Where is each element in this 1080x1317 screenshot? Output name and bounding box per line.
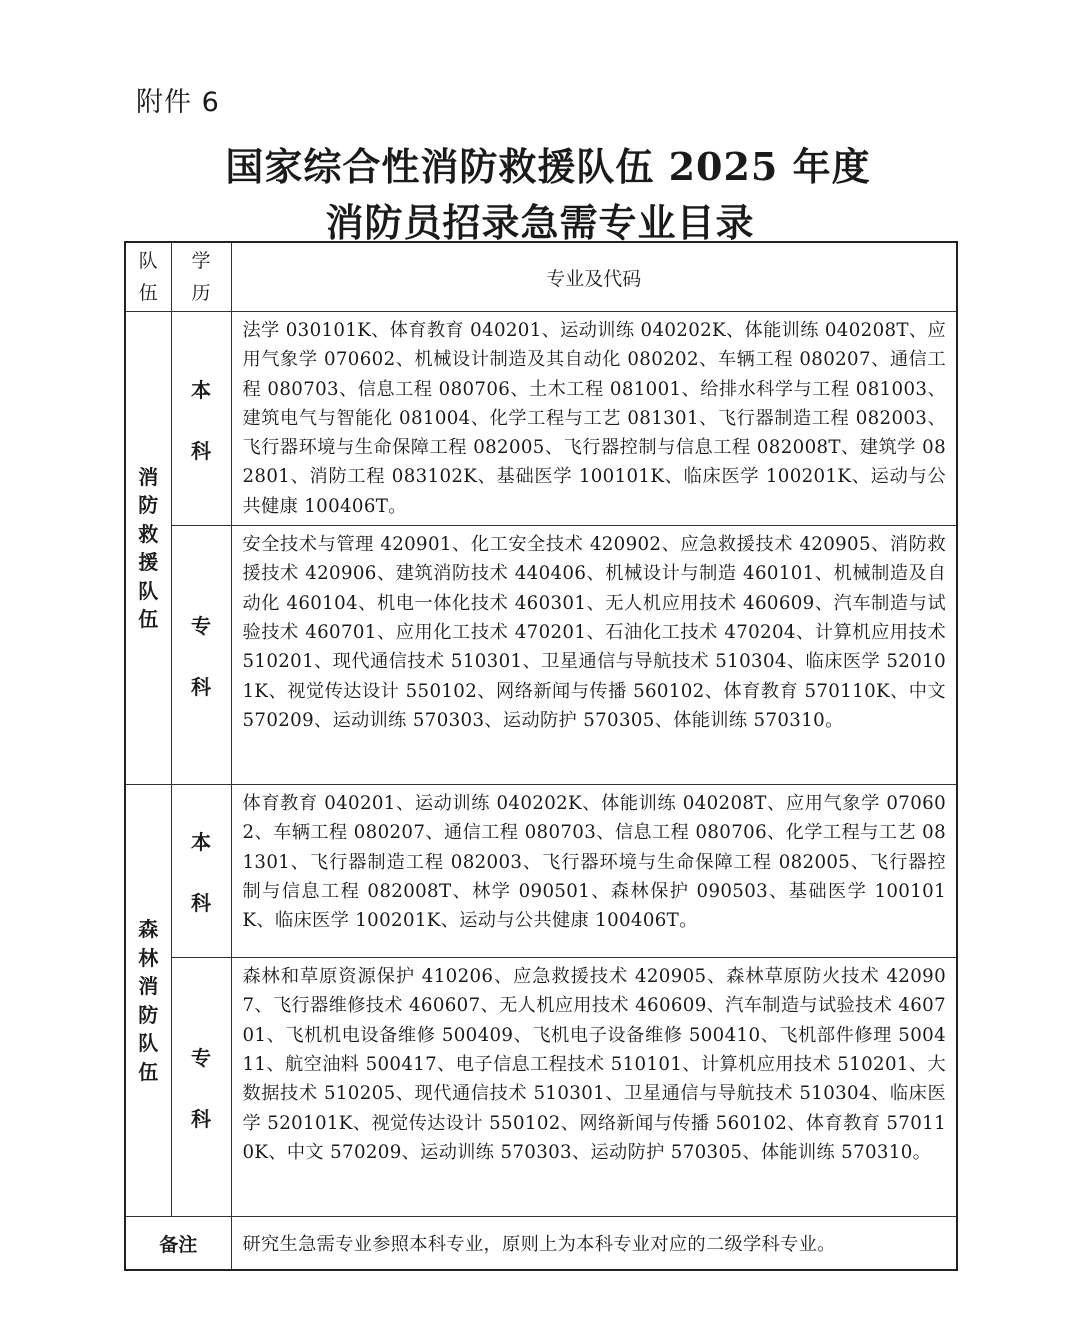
education-cell-vocational	[171, 958, 231, 1217]
education-cell-vocational	[171, 526, 231, 785]
education-char: 本	[191, 377, 211, 402]
team-cell-fire-rescue	[125, 312, 171, 785]
education-char: 专	[191, 1046, 211, 1071]
team-char: 消	[138, 464, 159, 489]
team-char: 队	[138, 1031, 159, 1056]
team-char: 伍	[138, 607, 159, 632]
education-char: 本	[191, 830, 211, 855]
education-char-gap	[172, 855, 231, 887]
header-majors: 专业及代码	[231, 242, 957, 312]
team-char: 援	[138, 550, 159, 575]
majors-cell: 安全技术与管理 420901、化工安全技术 420902、应急救援技术 420905、消防救援技术 420906、建筑消防技术 440406、机械设计与制造 460101、机械制造及自动化 460104、机电一体化技术 460301、无人机应用技术 460609、汽车制造与试验技术 460701、应用化工技术 470201、石油化工技术 470204、计算机应用技术 510201、现代通信技术 510301、卫星通信与导航技术 510304、临床医学 520101K、视觉传达设计 550102、网络新闻与传播 560102、体育教育 570110K、中文 570209、运动训练 570303、运动防护 570305、体能训练 570310。	[231, 526, 957, 785]
team-char: 防	[138, 493, 159, 518]
majors-cell: 法学 030101K、体育教育 040201、运动训练 040202K、体能训练 040208T、应用气象学 070602、机械设计制造及其自动化 080202、车辆工程 080207、通信工程 080703、信息工程 080706、土木工程 081001、给排水科学与工程 081003、建筑电气与智能化 081004、化学工程与工艺 081301、飞行器制造工程 082003、飞行器环境与生命保障工程 082005、飞行器控制与信息工程 082008T、建筑学 082801、消防工程 083102K、基础医学 100101K、临床医学 100201K、运动与公共健康 100406T。	[231, 312, 957, 526]
note-label: 备注	[125, 1217, 231, 1271]
team-cell-forest-fire	[125, 785, 171, 1217]
education-char: 专	[191, 614, 211, 639]
table-row	[125, 785, 957, 958]
team-char: 森	[138, 917, 159, 942]
team-char: 伍	[138, 1059, 159, 1084]
education-char-gap	[172, 1071, 231, 1103]
attachment-label: 附件 6	[136, 87, 220, 118]
education-cell-undergraduate	[171, 312, 231, 526]
team-char: 消	[138, 974, 159, 999]
education-char: 科	[191, 438, 211, 463]
majors-catalog-table	[124, 241, 958, 1271]
education-cell-undergraduate	[171, 785, 231, 958]
header-education	[171, 242, 231, 312]
table-row	[125, 312, 957, 526]
team-char: 队	[138, 578, 159, 603]
note-text: 研究生急需专业参照本科专业，原则上为本科专业对应的二级学科专业。	[231, 1217, 957, 1271]
table-header-row	[125, 242, 957, 312]
education-char: 科	[191, 1107, 211, 1132]
header-education-char: 历	[191, 282, 211, 304]
header-team	[125, 242, 171, 312]
education-char-gap	[172, 403, 231, 435]
majors-cell: 森林和草原资源保护 410206、应急救援技术 420905、森林草原防火技术 420907、飞行器维修技术 460607、无人机应用技术 460609、汽车制造与试验技术 460701、飞机机电设备维修 500409、飞机电子设备维修 500410、飞机部件修理 500411、航空油料 500417、电子信息工程技术 510101、计算机应用技术 510201、大数据技术 510205、现代通信技术 510301、卫星通信与导航技术 510304、临床医学 520101K、视觉传达设计 550102、网络新闻与传播 560102、体育教育 570110K、中文 570209、运动训练 570303、运动防护 570305、体能训练 570310。	[231, 958, 957, 1217]
education-char: 科	[191, 891, 211, 916]
table-row	[125, 526, 957, 785]
note-row	[125, 1217, 957, 1271]
team-char: 防	[138, 1002, 159, 1027]
majors-cell: 体育教育 040201、运动训练 040202K、体能训练 040208T、应用气象学 070602、车辆工程 080207、通信工程 080703、信息工程 080706、化学工程与工艺 081301、飞行器制造工程 082003、飞行器环境与生命保障工程 082005、飞行器控制与信息工程 082008T、林学 090501、森林保护 090503、基础医学 100101K、临床医学 100201K、运动与公共健康 100406T。	[231, 785, 957, 958]
team-char: 林	[138, 945, 159, 970]
header-team-char: 队	[138, 250, 158, 272]
table-row	[125, 958, 957, 1217]
education-char: 科	[191, 675, 211, 700]
document-title-line-2: 消防员招录急需专业目录	[325, 200, 755, 245]
header-team-char: 伍	[138, 282, 158, 304]
team-char: 救	[138, 521, 159, 546]
document-title-line-1: 国家综合性消防救援队伍 2025 年度	[225, 144, 871, 189]
header-education-char: 学	[191, 250, 211, 272]
education-char-gap	[172, 639, 231, 671]
